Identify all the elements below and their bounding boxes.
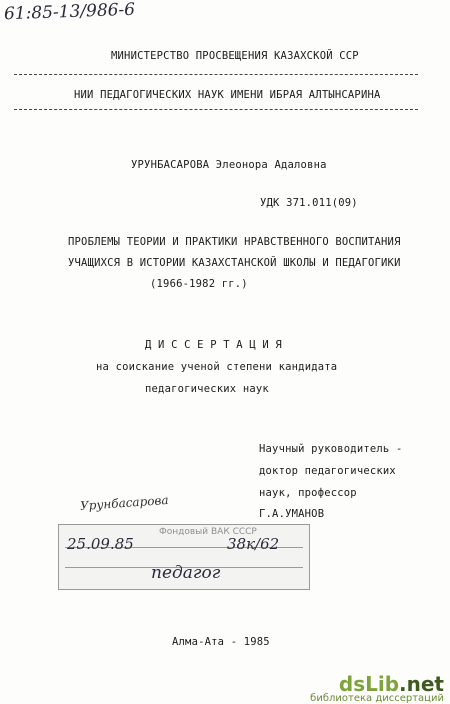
dissertation-label: Д И С С Е Р Т А Ц И Я bbox=[145, 339, 282, 351]
catalog-number-handwritten: 61:85-13/986-6 bbox=[3, 0, 136, 25]
degree-line-1: на соискание ученой степени кандидата bbox=[96, 361, 338, 373]
author-signature: Урунбасарова bbox=[79, 492, 170, 514]
place-year: Алма-Ата - 1985 bbox=[172, 636, 270, 648]
title-line-2: УЧАЩИХСЯ В ИСТОРИИ КАЗАХСТАНСКОЙ ШКОЛЫ И ПЕДАГОГИКИ bbox=[68, 257, 401, 269]
institute-heading: НИИ ПЕДАГОГИЧЕСКИХ НАУК ИМЕНИ ИБРАЯ АЛТЫНСАРИНА bbox=[74, 89, 381, 101]
udk-code: УДК 371.011(09) bbox=[260, 197, 358, 209]
degree-line-2: педагогических наук bbox=[145, 383, 269, 395]
stamp-header: Фондовый ВАК СССР bbox=[159, 527, 257, 537]
supervisor-line-4: Г.А.УМАНОВ bbox=[259, 508, 325, 520]
title-line-3: (1966-1982 гг.) bbox=[150, 278, 248, 290]
header-divider-top bbox=[14, 74, 418, 76]
watermark-subtitle: библиотека диссертаций bbox=[310, 693, 444, 704]
title-line-1: ПРОБЛЕМЫ ТЕОРИИ И ПРАКТИКИ НРАВСТВЕННОГО ВОСПИТАНИЯ bbox=[68, 236, 401, 248]
supervisor-line-3: наук, профессор bbox=[259, 487, 357, 499]
dslib-watermark[interactable] bbox=[310, 672, 444, 704]
supervisor-line-2: доктор педагогических bbox=[259, 465, 396, 477]
header-divider-bottom bbox=[14, 109, 418, 111]
stamp-code-handwritten: 38к/62 bbox=[227, 535, 280, 553]
supervisor-line-1: Научный руководитель - bbox=[259, 443, 403, 455]
watermark-brand-prefix: dsLib bbox=[338, 672, 400, 696]
stamp-subject-handwritten: педагог bbox=[151, 563, 221, 583]
ministry-heading: МИНИСТЕРСТВО ПРОСВЕЩЕНИЯ КАЗАХСКОЙ ССР bbox=[111, 50, 359, 62]
stamp-date-handwritten: 25.09.85 bbox=[67, 535, 134, 553]
archive-stamp bbox=[58, 524, 310, 590]
watermark-brand-suffix: .net bbox=[399, 672, 444, 696]
author-name: УРУНБАСАРОВА Элеонора Адаловна bbox=[131, 159, 327, 171]
